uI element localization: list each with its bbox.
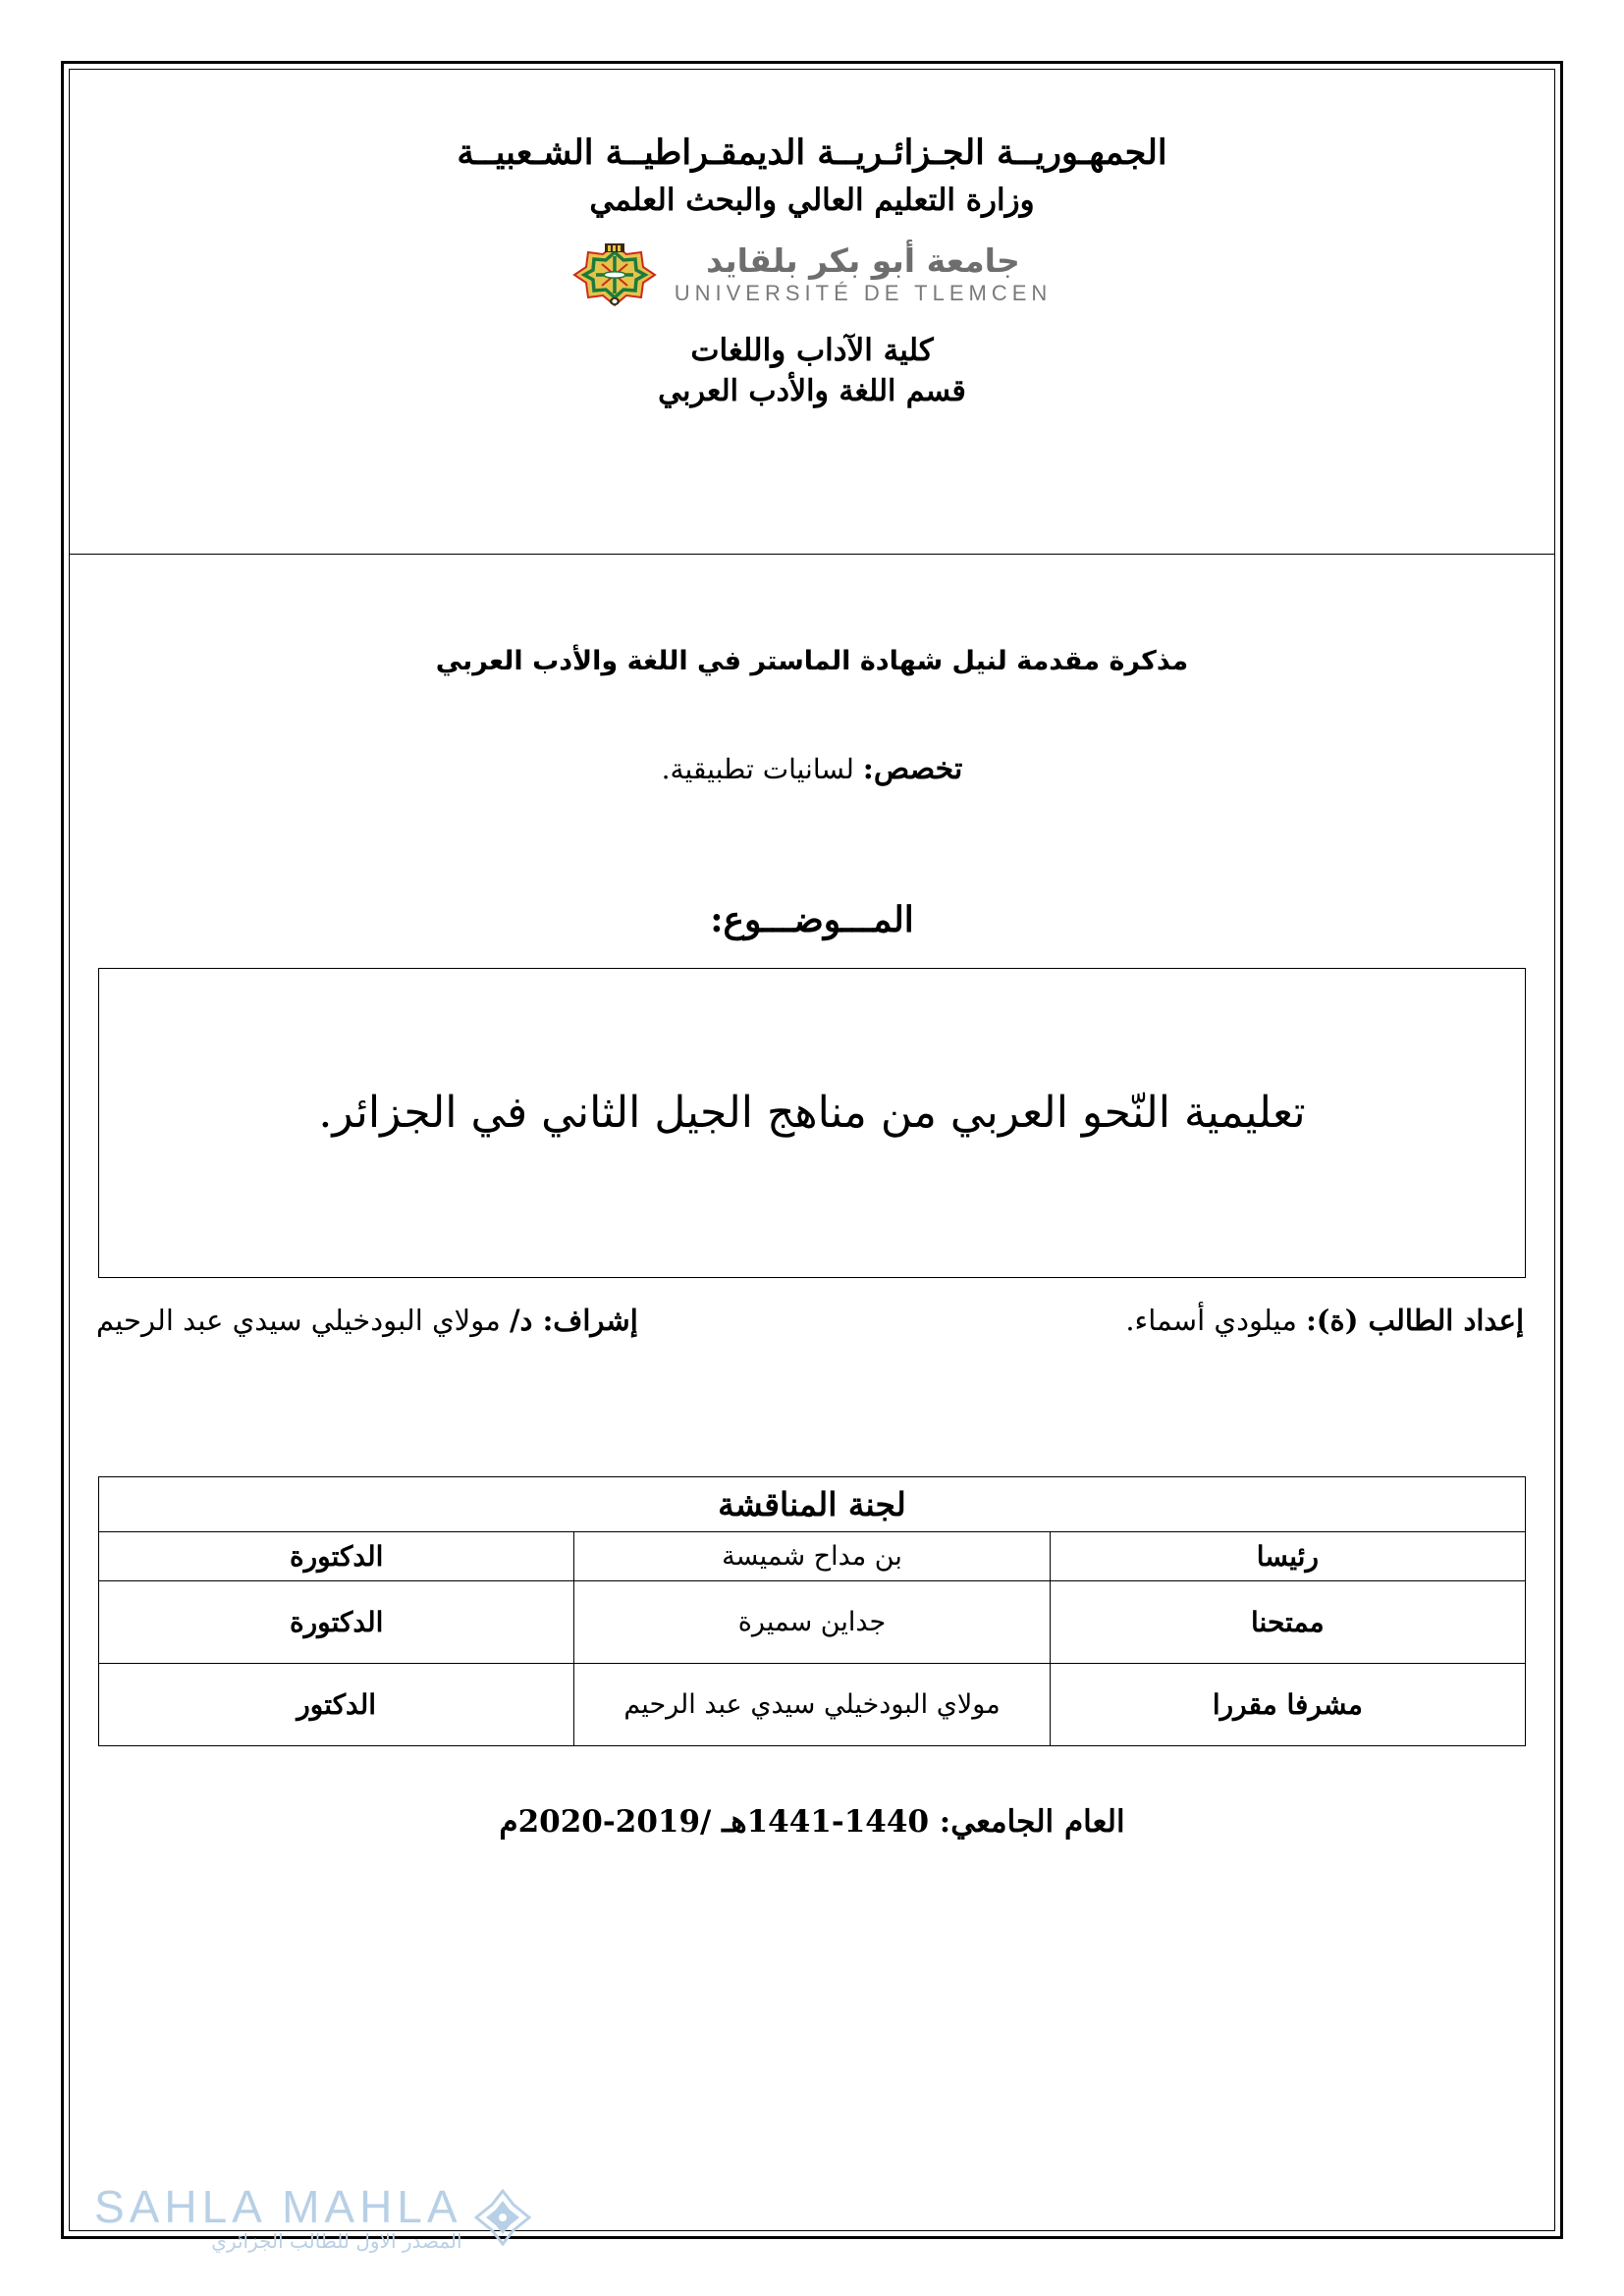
- jury-role: الدكتورة: [99, 1532, 574, 1581]
- jury-table-title: لجنة المناقشة: [99, 1477, 1526, 1532]
- page-content: [84, 84, 1540, 2253]
- watermark-sub-text: المصدر الاول للطالب الجزائري: [211, 2229, 462, 2253]
- jury-role: الدكتور: [99, 1664, 574, 1746]
- supervisor-label: إشراف: د/: [509, 1304, 638, 1337]
- author-name: ميلودي أسماء.: [1125, 1304, 1297, 1337]
- supervisor-block: [84, 1300, 754, 1341]
- jury-name: مولاي البودخيلي سيدي عبد الرحيم: [574, 1664, 1050, 1746]
- author-block: [870, 1300, 1540, 1341]
- watermark-logo-icon: [474, 2189, 531, 2246]
- jury-table-header-row: [99, 1477, 1526, 1532]
- university-names: [674, 240, 1053, 306]
- author-supervisor-row: [84, 1300, 1540, 1341]
- university-emblem-icon: [572, 242, 657, 307]
- watermark-texts: [94, 2181, 462, 2253]
- table-row: [99, 1581, 1526, 1664]
- table-row: [99, 1532, 1526, 1581]
- academic-year: العام الجامعي: 1440-1441هـ /2019-2020م: [499, 1804, 1125, 1840]
- faculty-name: كلية الآداب واللغات: [690, 332, 934, 368]
- jury-rank: رئيسا: [1050, 1532, 1525, 1581]
- specialty-label: تخصص:: [862, 752, 963, 786]
- jury-table: [98, 1476, 1526, 1746]
- supervisor-name: مولاي البودخيلي سيدي عبد الرحيم: [96, 1304, 501, 1337]
- jury-rank: مشرفا مقررا: [1050, 1664, 1525, 1746]
- author-label: إعداد الطالب (ة):: [1306, 1304, 1524, 1337]
- jury-name: جداين سميرة: [574, 1581, 1050, 1664]
- specialty-value: لسانيات تطبيقية.: [661, 753, 854, 785]
- university-name-french: UNIVERSITÉ DE TLEMCEN: [674, 281, 1053, 306]
- ministry-title: وزارة التعليم العالي والبحث العلمي: [589, 183, 1035, 219]
- subject-label: المـــوضـــوع:: [710, 899, 914, 940]
- header-divider: [69, 554, 1555, 555]
- university-logo-strip: [84, 242, 1540, 307]
- specialty-line: [84, 752, 1540, 786]
- republic-title: الجمهـوريــة الجـزائـريــة الديمقـراطيــة الشـعبيــة: [457, 133, 1167, 173]
- institution-header: [84, 130, 1540, 408]
- jury-role: الدكتورة: [99, 1581, 574, 1664]
- thesis-title-box: [98, 968, 1526, 1278]
- university-name-arabic: جامعة أبو بكر بلقايد: [706, 240, 1020, 280]
- jury-rank: ممتحنا: [1050, 1581, 1525, 1664]
- degree-statement: مذكرة مقدمة لنيل شهادة الماستر في اللغة والأدب العربي: [435, 646, 1189, 676]
- jury-name: بن مداح شميسة: [574, 1532, 1050, 1581]
- thesis-title: تعليمية النّحو العربي من مناهج الجيل الثاني في الجزائر.: [318, 1088, 1306, 1138]
- watermark: [84, 2181, 1540, 2253]
- department-name: قسم اللغة والأدب العربي: [658, 373, 966, 408]
- table-row: [99, 1664, 1526, 1746]
- watermark-main-text: SAHLA MAHLA: [94, 2181, 462, 2232]
